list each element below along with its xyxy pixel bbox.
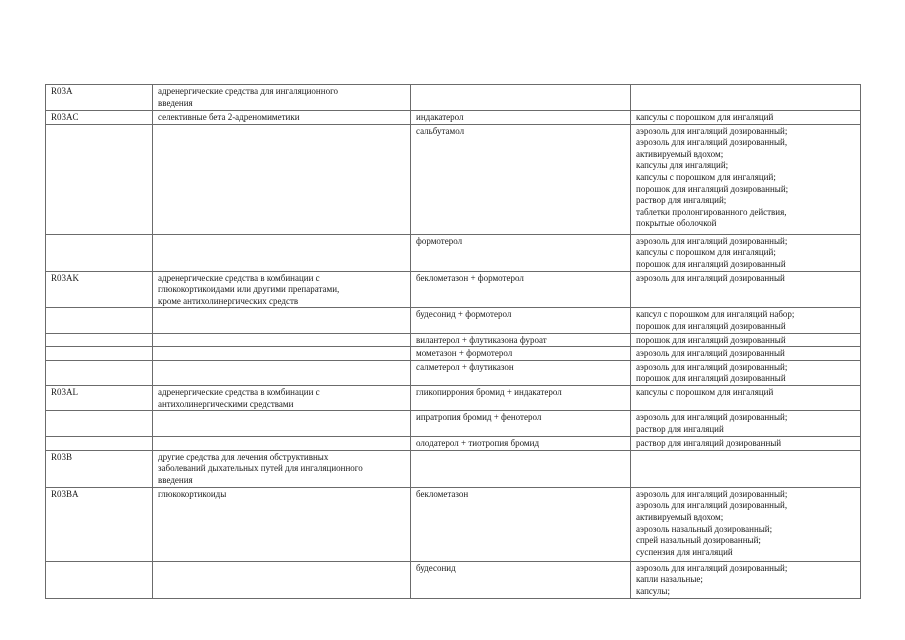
pharmacological-group-cell	[153, 385, 411, 410]
atc-code-cell	[46, 234, 153, 271]
dosage-forms-line: аэрозоль для ингаляций дозированный	[636, 348, 785, 359]
atc-code-cell	[46, 385, 153, 410]
atc-code-cell	[46, 411, 153, 437]
atc-code-cell	[46, 85, 153, 111]
pharmacological-group-line: антихолинергическими средствами	[158, 398, 294, 409]
atc-code-text: R03A	[51, 86, 73, 96]
dosage-forms-cell	[631, 308, 861, 333]
dosage-forms-line: спрей назальный дозированный;	[636, 535, 761, 546]
table-row	[46, 85, 861, 111]
dosage-forms-line: капли назальные;	[636, 574, 703, 585]
pharmacological-group-cell	[153, 308, 411, 333]
dosage-forms-line: аэрозоль для ингаляций дозированный;	[636, 562, 788, 573]
atc-code-cell	[46, 347, 153, 361]
dosage-forms-line: таблетки пролонгированного действия,	[636, 206, 787, 217]
drug-name-cell	[411, 271, 631, 308]
table-row	[46, 437, 861, 451]
dosage-forms-cell	[631, 437, 861, 451]
pharmacological-group-line: введения	[158, 474, 193, 485]
atc-code-text: R03AK	[51, 272, 80, 283]
dosage-forms-cell	[631, 111, 861, 125]
pharmacological-group-cell	[153, 360, 411, 385]
pharmacological-group-line: заболеваний дыхательных путей для ингаляционного	[158, 463, 363, 474]
dosage-forms-line: капсулы с порошком для ингаляций;	[636, 171, 776, 182]
atc-code-cell	[46, 333, 153, 347]
dosage-forms-line: аэрозоль для ингаляций дозированный;	[636, 412, 788, 423]
table-row	[46, 308, 861, 333]
drug-name-line: ипратропия бромид + фенотерол	[416, 412, 542, 423]
table-row	[46, 360, 861, 385]
atc-drug-table	[45, 84, 861, 599]
drug-name-line: олодатерол + тиотропия бромид	[416, 438, 540, 449]
drug-name-cell	[411, 360, 631, 385]
pharmacological-group-line: адренергические средства в комбинации с	[158, 272, 320, 283]
dosage-forms-cell	[631, 124, 861, 234]
drug-name-cell	[411, 450, 631, 487]
drug-name-line: салметерол + флутиказон	[416, 361, 514, 372]
atc-code-cell	[46, 308, 153, 333]
table-row	[46, 411, 861, 437]
drug-name-cell	[411, 85, 631, 111]
pharmacological-group-cell	[153, 411, 411, 437]
drug-name-line: будесонид + формотерол	[416, 309, 512, 320]
pharmacological-group-cell	[153, 347, 411, 361]
drug-name-cell	[411, 561, 631, 598]
drug-name-cell	[411, 487, 631, 561]
dosage-forms-line: аэрозоль для ингаляций дозированный;	[636, 235, 788, 246]
dosage-forms-line: активируемый вдохом;	[636, 148, 724, 159]
pharmacological-group-line: глюкокортикоидами или другими препаратами,	[158, 284, 340, 295]
table-row	[46, 487, 861, 561]
dosage-forms-line: аэрозоль для ингаляций дозированный,	[636, 500, 788, 511]
drug-name-line: гликопиррония бромид + индакатерол	[416, 386, 562, 397]
drug-name-line: сальбутамол	[416, 125, 465, 136]
pharmacological-group-cell	[153, 487, 411, 561]
drug-name-cell	[411, 347, 631, 361]
dosage-forms-line: порошок для ингаляций дозированный	[636, 373, 786, 384]
dosage-forms-line: аэрозоль для ингаляций дозированный;	[636, 125, 788, 136]
dosage-forms-cell	[631, 450, 861, 487]
atc-code-cell	[46, 111, 153, 125]
dosage-forms-line: аэрозоль для ингаляций дозированный;	[636, 488, 788, 499]
table-row	[46, 124, 861, 234]
dosage-forms-cell	[631, 234, 861, 271]
table-row	[46, 385, 861, 410]
pharmacological-group-cell	[153, 111, 411, 125]
pharmacological-group-cell	[153, 437, 411, 451]
dosage-forms-cell	[631, 85, 861, 111]
dosage-forms-line: активируемый вдохом;	[636, 511, 724, 522]
dosage-forms-line: аэрозоль для ингаляций дозированный	[636, 272, 785, 283]
table-row	[46, 234, 861, 271]
pharmacological-group-cell	[153, 450, 411, 487]
atc-code-cell	[46, 360, 153, 385]
drug-name-line: вилантерол + флутиказона фуроат	[416, 334, 547, 345]
dosage-forms-line: капсулы с порошком для ингаляций;	[636, 247, 776, 258]
dosage-forms-cell	[631, 385, 861, 410]
drug-name-line: мометазон + формотерол	[416, 348, 513, 359]
table-row	[46, 333, 861, 347]
dosage-forms-cell	[631, 347, 861, 361]
atc-code-text: R03BA	[51, 488, 79, 499]
dosage-forms-cell	[631, 333, 861, 347]
drug-name-cell	[411, 411, 631, 437]
atc-code-cell	[46, 124, 153, 234]
pharmacological-group-line: селективные бета 2-адреномиметики	[158, 112, 300, 122]
drug-name-line: будесонид	[416, 562, 456, 573]
atc-code-cell	[46, 450, 153, 487]
pharmacological-group-cell	[153, 271, 411, 308]
table-row	[46, 111, 861, 125]
dosage-forms-line: аэрозоль для ингаляций дозированный,	[636, 137, 788, 148]
pharmacological-group-cell	[153, 124, 411, 234]
dosage-forms-line: раствор для ингаляций;	[636, 195, 727, 206]
pharmacological-group-line: адренергические средства для ингаляционного	[158, 86, 339, 96]
drug-name-cell	[411, 111, 631, 125]
drug-name-line: индакатерол	[416, 112, 464, 122]
drug-name-line: формотерол	[416, 235, 463, 246]
pharmacological-group-cell	[153, 561, 411, 598]
drug-name-line: беклометазон	[416, 488, 469, 499]
drug-name-cell	[411, 124, 631, 234]
dosage-forms-cell	[631, 411, 861, 437]
dosage-forms-line: порошок для ингаляций дозированный	[636, 334, 786, 345]
pharmacological-group-line: кроме антихолинергических средств	[158, 295, 299, 306]
drug-name-line: беклометазон + формотерол	[416, 272, 524, 283]
dosage-forms-line: суспензия для ингаляций	[636, 546, 733, 557]
pharmacological-group-cell	[153, 234, 411, 271]
atc-table-body	[46, 85, 861, 599]
dosage-forms-line: капсулы с порошком для ингаляций	[636, 112, 774, 122]
pharmacological-group-line: адренергические средства в комбинации с	[158, 386, 320, 397]
dosage-forms-line: раствор для ингаляций	[636, 423, 724, 434]
atc-code-text: R03AC	[51, 112, 79, 122]
dosage-forms-line: порошок для ингаляций дозированный;	[636, 183, 789, 194]
drug-name-cell	[411, 308, 631, 333]
dosage-forms-cell	[631, 271, 861, 308]
atc-code-cell	[46, 487, 153, 561]
dosage-forms-line: капсулы;	[636, 585, 670, 596]
atc-code-cell	[46, 561, 153, 598]
dosage-forms-line: капсул с порошком для ингаляций набор;	[636, 309, 795, 320]
dosage-forms-cell	[631, 360, 861, 385]
dosage-forms-cell	[631, 487, 861, 561]
atc-code-text: R03B	[51, 451, 73, 462]
drug-name-cell	[411, 385, 631, 410]
table-row	[46, 347, 861, 361]
pharmacological-group-line: введения	[158, 97, 193, 108]
dosage-forms-line: капсулы с порошком для ингаляций	[636, 386, 774, 397]
drug-name-cell	[411, 234, 631, 271]
drug-name-cell	[411, 333, 631, 347]
atc-code-cell	[46, 271, 153, 308]
pharmacological-group-cell	[153, 85, 411, 111]
dosage-forms-line: порошок для ингаляций дозированный	[636, 258, 786, 269]
dosage-forms-line: покрытые оболочкой	[636, 218, 717, 229]
atc-code-cell	[46, 437, 153, 451]
dosage-forms-line: аэрозоль для ингаляций дозированный;	[636, 361, 788, 372]
pharmacological-group-line: глюкокортикоиды	[158, 488, 227, 499]
dosage-forms-line: капсулы для ингаляций;	[636, 160, 729, 171]
dosage-forms-line: аэрозоль назальный дозированный;	[636, 523, 773, 534]
drug-name-cell	[411, 437, 631, 451]
atc-code-text: R03AL	[51, 386, 78, 397]
table-row	[46, 450, 861, 487]
dosage-forms-cell	[631, 561, 861, 598]
table-row	[46, 271, 861, 308]
dosage-forms-line: порошок для ингаляций дозированный	[636, 320, 786, 331]
dosage-forms-line: раствор для ингаляций дозированный	[636, 438, 782, 449]
pharmacological-group-line: другие средства для лечения обструктивных	[158, 451, 329, 462]
table-row	[46, 561, 861, 598]
pharmacological-group-cell	[153, 333, 411, 347]
